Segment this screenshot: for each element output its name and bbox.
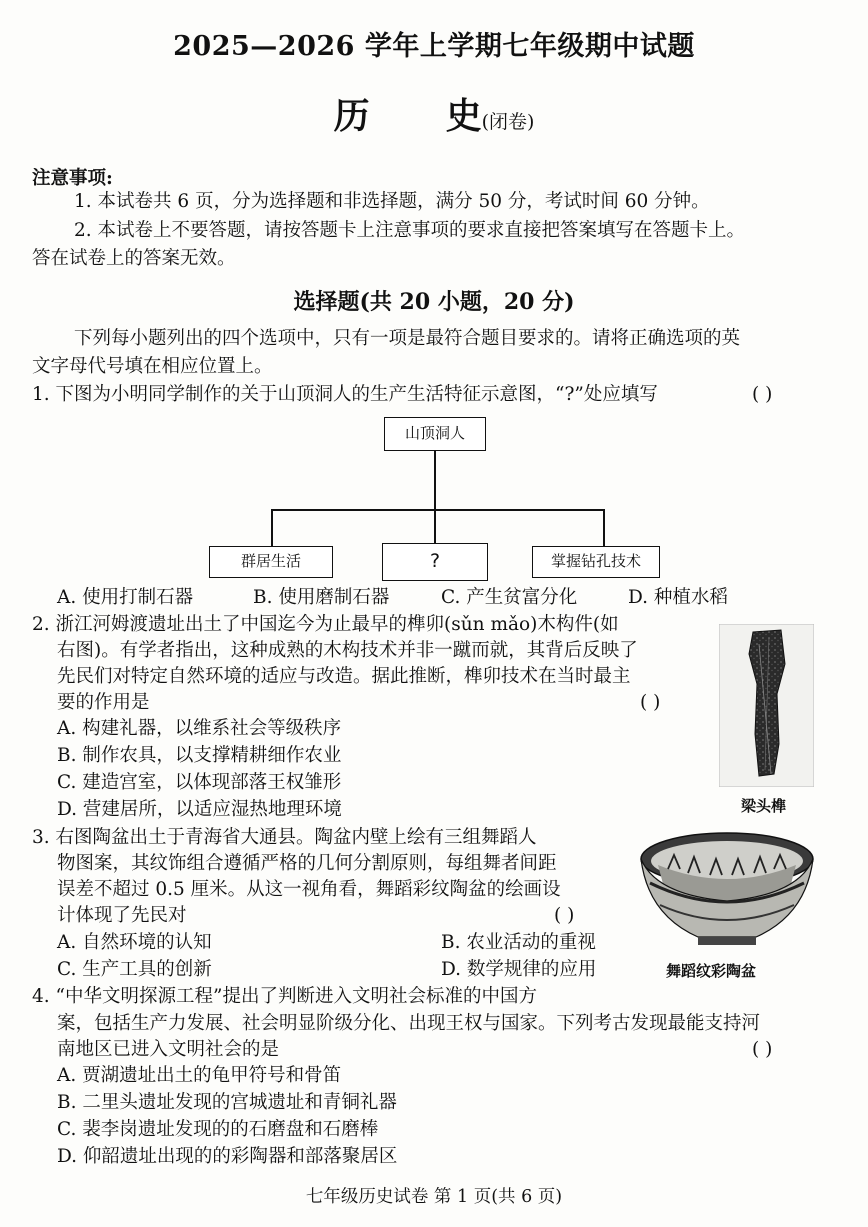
q2-line-2: 右图)。有学者指出，这种成熟的木构技术并非一蹴而就，其背后反映了 (57, 640, 638, 661)
section-heading: 选择题(共 20 小题，20 分) (293, 289, 575, 315)
q3-answer-paren: ( ) (554, 905, 575, 926)
subject-note: (闭卷) (481, 111, 535, 133)
page-footer: 七年级历史试卷 第 1 页(共 6 页) (305, 1187, 563, 1207)
notice-heading: 注意事项: (32, 168, 113, 189)
q2-option-a: A. 构建礼器，以维系社会等级秩序 (57, 718, 342, 739)
q1-stem: 1. 下图为小明同学制作的关于山顶洞人的生产生活特征示意图，“?”处应填写 (32, 384, 658, 405)
q2-line-1: 2. 浙江河姆渡遗址出土了中国迄今为止最早的榫卯(sǔn mǎo)木构件(如 (32, 614, 619, 635)
q1-option-a: A. 使用打制石器 (57, 587, 194, 608)
diagram-connector-right (603, 509, 605, 546)
diagram-connector-horizontal (271, 509, 604, 511)
q2-option-b: B. 制作农具，以支撑精耕细作农业 (57, 745, 342, 766)
q4-line-2: 案，包括生产力发展、社会明显阶级分化、出现王权与国家。下列考古发现最能支持河 (57, 1013, 761, 1034)
q4-option-c: C. 裴李岗遗址发现的的石磨盘和石磨棒 (57, 1119, 379, 1140)
q4-answer-paren: ( ) (752, 1039, 773, 1060)
tenon-beam-photo (719, 624, 814, 787)
q2-answer-paren: ( ) (640, 692, 661, 713)
q4-line-1: 4. “中华文明探源工程”提出了判断进入文明社会标准的中国方 (32, 986, 537, 1007)
q1-option-b: B. 使用磨制石器 (253, 587, 390, 608)
diagram-connector-middle (434, 509, 436, 543)
q3-option-a: A. 自然环境的认知 (57, 932, 212, 953)
q2-option-c: C. 建造宫室，以体现部落王权雏形 (57, 772, 342, 793)
section-instruction-a: 下列每小题列出的四个选项中，只有一项是最符合题目要求的。请将正确选项的英 (74, 328, 741, 349)
subject-char-2: 史 (445, 95, 482, 137)
q2-line-3: 先民们对特定自然环境的适应与改造。据此推断，榫卯技术在当时最主 (57, 666, 631, 687)
q4-option-a: A. 贾湖遗址出土的龟甲符号和骨笛 (57, 1065, 342, 1086)
q4-line-3: 南地区已进入文明社会的是 (57, 1039, 280, 1060)
q3-option-b: B. 农业活动的重视 (441, 932, 596, 953)
exam-title: 2025—2026 学年上学期七年级期中试题 (173, 31, 695, 62)
notice-line-1: 1. 本试卷共 6 页，分为选择题和非选择题，满分 50 分，考试时间 60 分钟。 (74, 191, 710, 212)
q3-line-4: 计体现了先民对 (57, 905, 187, 926)
diagram-middle-box: ? (382, 543, 488, 581)
q1-option-c: C. 产生贫富分化 (441, 587, 578, 608)
q1-answer-paren: ( ) (752, 384, 773, 405)
dance-pottery-basin-photo (638, 825, 816, 947)
tenon-beam-caption: 梁头榫 (741, 797, 787, 815)
q3-line-3: 误差不超过 0.5 厘米。从这一视角看，舞蹈彩纹陶盆的绘画设 (57, 879, 561, 900)
q1-option-d: D. 种植水稻 (628, 587, 728, 608)
subject-heading (0, 88, 868, 139)
diagram-left-box: 群居生活 (209, 546, 333, 578)
notice-line-2a: 2. 本试卷上不要答题，请按答题卡上注意事项的要求直接把答案填写在答题卡上。 (74, 220, 746, 241)
dance-pottery-caption: 舞蹈纹彩陶盆 (666, 962, 757, 980)
diagram-connector-vertical (434, 451, 436, 509)
q3-line-2: 物图案，其纹饰组合遵循严格的几何分割原则，每组舞者间距 (57, 853, 557, 874)
section-instruction-b: 文字母代号填在相应位置上。 (32, 356, 273, 377)
q2-option-d: D. 营建居所，以适应湿热地理环境 (57, 799, 342, 820)
q3-option-c: C. 生产工具的创新 (57, 959, 212, 980)
notice-line-2b: 答在试卷上的答案无效。 (32, 248, 236, 269)
diagram-connector-left (271, 509, 273, 546)
subject-char-1: 历 (333, 95, 370, 137)
diagram-root-box: 山顶洞人 (384, 417, 486, 451)
q4-option-b: B. 二里头遗址发现的宫城遗址和青铜礼器 (57, 1092, 397, 1113)
q4-option-d: D. 仰韶遗址出现的的彩陶器和部落聚居区 (57, 1146, 398, 1167)
q2-line-4: 要的作用是 (57, 692, 150, 713)
diagram-right-box: 掌握钻孔技术 (532, 546, 660, 578)
q3-option-d: D. 数学规律的应用 (441, 959, 597, 980)
q3-line-1: 3. 右图陶盆出土于青海省大通县。陶盆内壁上绘有三组舞蹈人 (32, 827, 537, 848)
